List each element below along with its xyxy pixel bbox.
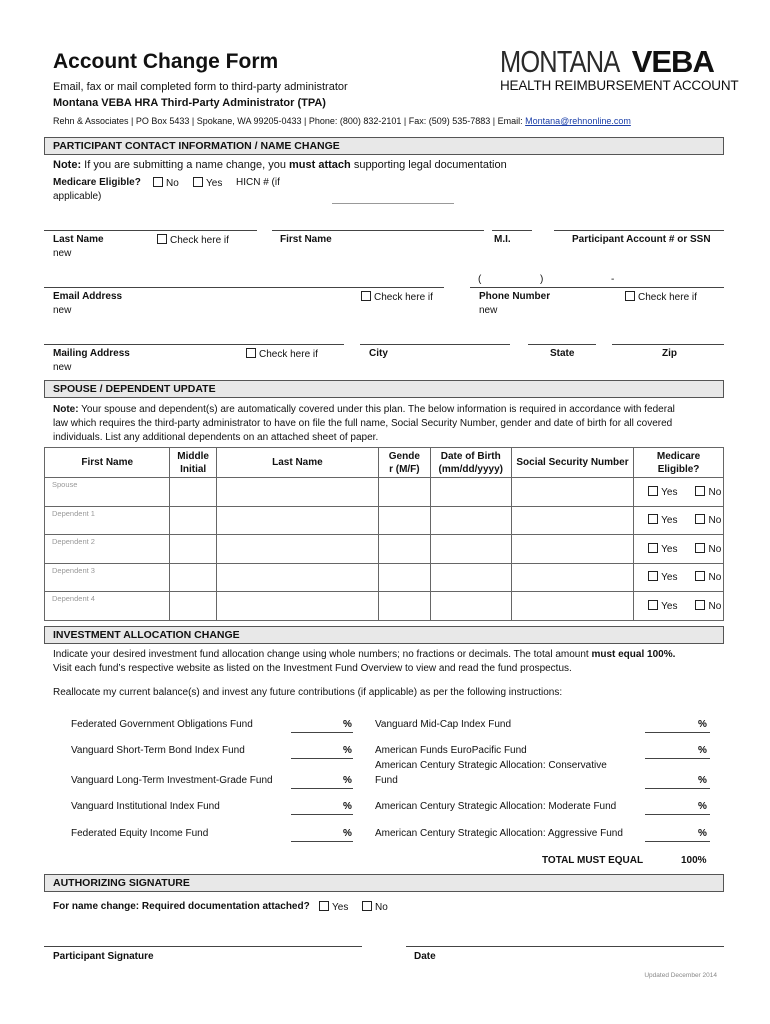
spouse-note-line-3: individuals. List any additional dependents on an attached sheet of paper.: [53, 432, 379, 443]
account-input-line[interactable]: [554, 230, 724, 231]
fund-vanguard-institutional-label: Vanguard Institutional Index Fund: [71, 801, 220, 812]
ssn-cell[interactable]: [511, 535, 633, 564]
doc-no-label: No: [375, 902, 388, 913]
ssn-cell[interactable]: [511, 478, 633, 507]
doc-no-checkbox[interactable]: [362, 901, 372, 911]
fund-vanguard-short-term-label: Vanguard Short-Term Bond Index Fund: [71, 745, 245, 756]
date-label: Date: [414, 951, 436, 962]
mailing-label: Mailing Address: [53, 348, 130, 359]
col-first-name: First Name: [45, 448, 170, 478]
doc-no-option[interactable]: [362, 901, 388, 913]
total-label: TOTAL MUST EQUAL: [542, 855, 644, 866]
dob-cell[interactable]: [430, 592, 511, 621]
investment-line-1: [53, 648, 675, 662]
dob-cell[interactable]: [430, 563, 511, 592]
ssn-cell[interactable]: [511, 506, 633, 535]
medicare-yes-checkbox[interactable]: [648, 486, 658, 496]
fund-vanguard-institutional-input[interactable]: [291, 814, 353, 815]
zip-input-line[interactable]: [612, 344, 724, 345]
pct-sign: %: [698, 801, 707, 812]
middle-initial-cell[interactable]: [170, 478, 216, 507]
hicn-input-line[interactable]: [332, 203, 454, 204]
investment-line-1b: must equal 100%.: [591, 649, 676, 660]
medicare-no-option[interactable]: [153, 177, 179, 189]
no-label: No: [708, 600, 722, 612]
city-label: City: [369, 348, 388, 359]
pct-sign: %: [698, 745, 707, 756]
email-new-checkbox[interactable]: [361, 291, 371, 301]
first-name-cell[interactable]: [45, 592, 170, 621]
contact-email-link[interactable]: Montana@rehnonline.com: [525, 116, 631, 126]
first-name-cell[interactable]: [45, 478, 170, 507]
col-gender: [379, 448, 431, 478]
gender-cell[interactable]: [379, 535, 431, 564]
medicare-no-checkbox[interactable]: [153, 177, 163, 187]
total-value: 100%: [681, 855, 707, 866]
fund-vanguard-short-term-input[interactable]: [291, 758, 353, 759]
row-hint: Dependent 2: [52, 537, 95, 546]
phone-input-line[interactable]: [470, 287, 724, 288]
state-label: State: [550, 348, 575, 359]
medicare-yes-checkbox[interactable]: [648, 514, 658, 524]
medicare-yes-checkbox[interactable]: [648, 571, 658, 581]
contact-details: Rehn & Associates | PO Box 5433 | Spokane, WA 99205-0433 | Phone: (800) 832-2101 | Fax: (509) 535-7883 | Email:: [53, 116, 526, 126]
row-hint: Spouse: [52, 480, 78, 489]
doc-yes-checkbox[interactable]: [319, 901, 329, 911]
fund-ac-moderate-label: American Century Strategic Allocation: Moderate Fund: [375, 801, 617, 812]
table-row: [45, 478, 724, 507]
fund-ac-aggressive-label: American Century Strategic Allocation: Aggressive Fund: [375, 828, 623, 839]
hicn-applicable-label: applicable): [53, 191, 102, 202]
fund-american-europacific-input[interactable]: [645, 758, 710, 759]
form-subtitle: Email, fax or mail completed form to third-party administrator: [53, 81, 348, 93]
phone-label: Phone Number: [479, 291, 551, 302]
form-title: Account Change Form: [53, 50, 279, 73]
email-label: Email Address: [53, 291, 123, 302]
medicare-yes-checkbox[interactable]: [648, 600, 658, 610]
no-label: No: [708, 543, 722, 555]
name-change-note: [53, 158, 507, 172]
table-row: [45, 506, 724, 535]
dob-cell[interactable]: [430, 478, 511, 507]
ssn-cell[interactable]: [511, 592, 633, 621]
spouse-note-text-1: Your spouse and dependent(s) are automatically covered under this plan. The below information is required in accordance with federal: [78, 404, 675, 415]
last-name-cell[interactable]: [216, 535, 378, 564]
spouse-note-line-1: [53, 403, 675, 417]
last-name-label: Last Name: [53, 234, 104, 245]
fund-vanguard-long-term-label: Vanguard Long-Term Investment-Grade Fund: [71, 775, 273, 786]
col-dob: [430, 448, 511, 478]
spouse-note-label: Note:: [53, 404, 79, 415]
gender-cell[interactable]: [379, 506, 431, 535]
investment-line-1a: Indicate your desired investment fund allocation change using whole numbers; no fractions or decimals. The total amount: [53, 649, 592, 660]
email-new-label: new: [53, 305, 72, 316]
col-middle-initial: [170, 448, 216, 478]
last-name-cell[interactable]: [216, 563, 378, 592]
spouse-note: [53, 403, 675, 445]
medicare-yes-option[interactable]: [193, 177, 222, 189]
col-gender-line-1: Gende: [388, 450, 420, 462]
medicare-cell: [634, 563, 724, 592]
middle-initial-cell[interactable]: [170, 563, 216, 592]
dob-cell[interactable]: [430, 535, 511, 564]
last-name-cell[interactable]: [216, 506, 378, 535]
email-new-option[interactable]: [361, 291, 433, 303]
col-ssn: Social Security Number: [511, 448, 633, 478]
state-input-line[interactable]: [528, 344, 596, 345]
first-name-cell[interactable]: [45, 563, 170, 592]
hicn-label: HICN # (if: [236, 177, 280, 188]
phone-new-option[interactable]: [625, 291, 697, 303]
ssn-cell[interactable]: [511, 563, 633, 592]
table-row: [45, 563, 724, 592]
note-must-attach: must attach: [289, 159, 351, 171]
phone-paren-open: (: [478, 274, 482, 285]
dependent-table: [44, 447, 724, 621]
table-row: [45, 535, 724, 564]
updated-date: Updated December 2014: [644, 972, 717, 979]
mailing-new-checkbox[interactable]: [246, 348, 256, 358]
logo-veba-text: VEBA: [631, 44, 714, 79]
phone-new-checkbox[interactable]: [625, 291, 635, 301]
mi-label: M.I.: [494, 234, 511, 245]
medicare-no-checkbox[interactable]: [695, 543, 705, 553]
logo-montana-text: MONTANA: [500, 44, 620, 79]
last-name-new-option[interactable]: [157, 234, 229, 246]
documentation-question: For name change: Required documentation attached?: [53, 901, 310, 912]
date-input-line[interactable]: [406, 946, 724, 947]
mailing-new-option[interactable]: [246, 348, 318, 360]
medicare-cell: [634, 478, 724, 507]
gender-cell[interactable]: [379, 592, 431, 621]
city-input-line[interactable]: [360, 344, 510, 345]
fund-ac-moderate-input[interactable]: [645, 814, 710, 815]
fund-federated-govt-input[interactable]: [291, 732, 353, 733]
signature-section-header: AUTHORIZING SIGNATURE: [44, 874, 724, 892]
pct-sign: %: [343, 801, 352, 812]
fund-federated-govt-label: Federated Government Obligations Fund: [71, 719, 253, 730]
middle-initial-cell[interactable]: [170, 535, 216, 564]
fund-ac-conservative-input[interactable]: [645, 788, 710, 789]
medicare-yes-label: Yes: [206, 178, 223, 189]
email-input-line[interactable]: [44, 287, 444, 288]
fund-american-europacific-label: American Funds EuroPacific Fund: [375, 745, 527, 756]
tpa-contact-line: [53, 116, 631, 126]
col-medicare-line-1: Medicare: [656, 450, 701, 462]
note-text-2: supporting legal documentation: [350, 159, 507, 171]
zip-label: Zip: [662, 348, 677, 359]
pct-sign: %: [343, 775, 352, 786]
last-name-input-line[interactable]: [44, 230, 257, 231]
col-dob-line-2: (mm/dd/yyyy): [438, 463, 503, 475]
medicare-no-checkbox[interactable]: [695, 514, 705, 524]
participant-section-header: PARTICIPANT CONTACT INFORMATION / NAME CHANGE: [44, 137, 724, 155]
last-name-new-checkbox[interactable]: [157, 234, 167, 244]
medicare-cell: [634, 592, 724, 621]
pct-sign: %: [698, 719, 707, 730]
fund-vanguard-midcap-label: Vanguard Mid-Cap Index Fund: [375, 719, 512, 730]
dependent-table-header: [45, 448, 724, 478]
col-middle-line-2: Initial: [180, 463, 207, 475]
last-name-check-label: Check here if: [170, 235, 229, 246]
pct-sign: %: [698, 775, 707, 786]
mi-input-line[interactable]: [492, 230, 532, 231]
phone-dash: -: [611, 274, 615, 285]
gender-cell[interactable]: [379, 478, 431, 507]
tpa-heading: Montana VEBA HRA Third-Party Administrator (TPA): [53, 97, 326, 109]
email-check-label: Check here if: [374, 292, 433, 303]
last-name-cell[interactable]: [216, 478, 378, 507]
col-medicare-line-2: Eligible?: [657, 463, 700, 475]
col-gender-line-2: r (M/F): [389, 463, 420, 475]
yes-label: Yes: [661, 543, 678, 555]
first-name-input-line[interactable]: [272, 230, 484, 231]
last-name-cell[interactable]: [216, 592, 378, 621]
no-label: No: [708, 572, 722, 584]
medicare-eligible-label: Medicare Eligible?: [53, 177, 141, 188]
no-label: No: [708, 515, 722, 527]
pct-sign: %: [343, 745, 352, 756]
col-middle-line-1: Middle: [177, 450, 209, 462]
dob-cell[interactable]: [430, 506, 511, 535]
pct-sign: %: [698, 828, 707, 839]
investment-line-3: Reallocate my current balance(s) and invest any future contributions (if applicable) as per the following instructions:: [53, 687, 563, 698]
row-hint: Dependent 1: [52, 508, 95, 518]
investment-line-2: Visit each fund’s respective website as listed on the Investment Fund Overview to view and read the fund prospectus.: [53, 663, 572, 674]
spouse-note-line-2: law which requires the third-party administrator to have on file the full name, Social Security Number, gender and date of birth for all covered: [53, 418, 673, 429]
phone-new-label: new: [479, 305, 498, 316]
middle-initial-cell[interactable]: [170, 506, 216, 535]
fund-ac-conservative-label: American Century Strategic Allocation: Conservative: [375, 760, 607, 771]
logo-subtitle: HEALTH REIMBURSEMENT ACCOUNT: [500, 78, 739, 93]
fund-vanguard-midcap-input[interactable]: [645, 732, 710, 733]
row-hint: Dependent 3: [52, 565, 95, 575]
medicare-no-checkbox[interactable]: [695, 571, 705, 581]
phone-check-label: Check here if: [638, 292, 697, 303]
gender-cell[interactable]: [379, 563, 431, 592]
first-name-label: First Name: [280, 234, 332, 245]
yes-label: Yes: [661, 515, 678, 527]
signature-input-line[interactable]: [44, 946, 362, 947]
col-medicare: [634, 448, 724, 478]
col-dob-line-1: Date of Birth: [440, 450, 501, 462]
participant-signature-label: Participant Signature: [53, 951, 154, 962]
medicare-cell: [634, 535, 724, 564]
fund-ac-aggressive-input[interactable]: [645, 841, 710, 842]
row-hint: Dependent 4: [52, 594, 95, 603]
medicare-yes-checkbox[interactable]: [648, 543, 658, 553]
last-name-new-label: new: [53, 248, 72, 259]
table-row: [45, 592, 724, 621]
mailing-new-label: new: [53, 362, 72, 373]
investment-instructions: [53, 648, 675, 676]
pct-sign: %: [343, 828, 352, 839]
fund-vanguard-long-term-input[interactable]: [291, 788, 353, 789]
medicare-no-checkbox[interactable]: [695, 486, 705, 496]
middle-initial-cell[interactable]: [170, 592, 216, 621]
no-label: No: [708, 486, 722, 498]
mailing-input-line[interactable]: [44, 344, 344, 345]
fund-federated-equity-input[interactable]: [291, 841, 353, 842]
fund-ac-conservative-label-2: Fund: [375, 775, 398, 786]
note-text-1: If you are submitting a name change, you: [81, 159, 290, 171]
phone-paren-close: ): [540, 274, 544, 285]
medicare-yes-checkbox[interactable]: [193, 177, 203, 187]
yes-label: Yes: [661, 486, 678, 498]
doc-yes-label: Yes: [332, 902, 349, 913]
first-name-cell[interactable]: [45, 535, 170, 564]
col-last-name: Last Name: [216, 448, 378, 478]
investment-section-header: INVESTMENT ALLOCATION CHANGE: [44, 626, 724, 644]
spouse-section-header: SPOUSE / DEPENDENT UPDATE: [44, 380, 724, 398]
first-name-cell[interactable]: [45, 506, 170, 535]
mailing-check-label: Check here if: [259, 349, 318, 360]
medicare-cell: [634, 506, 724, 535]
medicare-no-checkbox[interactable]: [695, 600, 705, 610]
account-label: Participant Account # or SSN: [572, 234, 711, 245]
medicare-no-label: No: [166, 178, 179, 189]
doc-yes-option[interactable]: [319, 901, 348, 913]
yes-label: Yes: [661, 600, 678, 612]
yes-label: Yes: [661, 572, 678, 584]
fund-federated-equity-label: Federated Equity Income Fund: [71, 828, 209, 839]
pct-sign: %: [343, 719, 352, 730]
note-label: Note:: [53, 159, 82, 171]
montana-veba-logo: [500, 46, 714, 77]
